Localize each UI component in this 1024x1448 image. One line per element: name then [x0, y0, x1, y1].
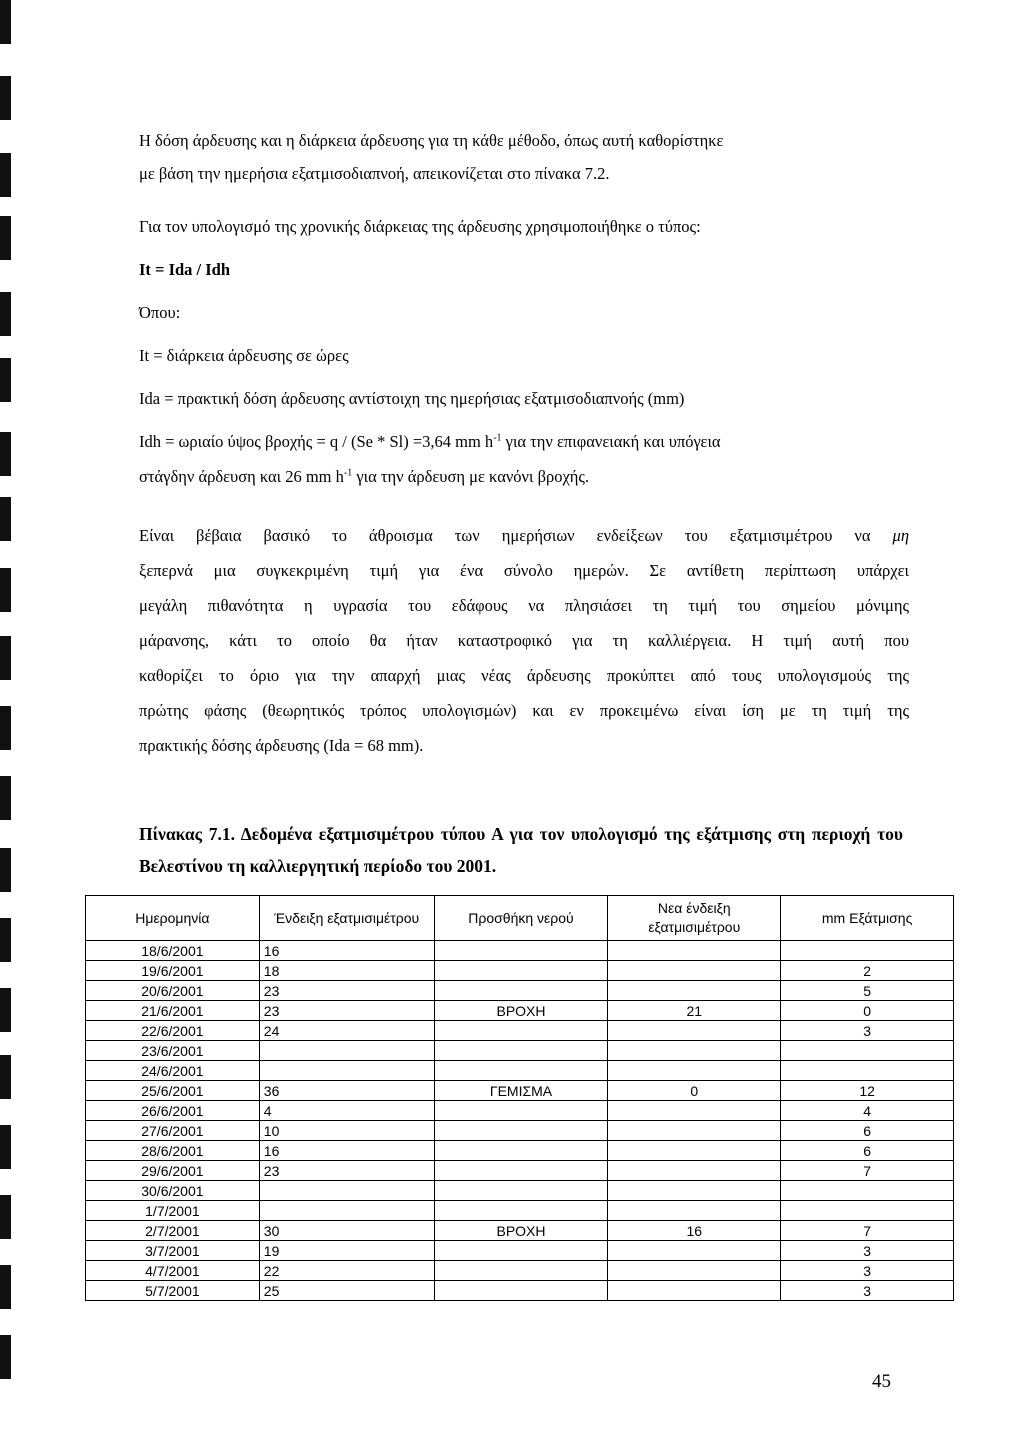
- table-cell: [608, 1201, 781, 1221]
- superscript: -1: [493, 432, 502, 444]
- body-text-intro: [139, 124, 909, 190]
- table-row: [86, 1001, 954, 1021]
- table-cell: 7: [781, 1161, 954, 1181]
- table-cell: [434, 1061, 608, 1081]
- table-cell: ΒΡΟΧΗ: [434, 1001, 608, 1021]
- table-cell: 3: [781, 1261, 954, 1281]
- table-row: [86, 981, 954, 1001]
- table-cell: 2/7/2001: [86, 1221, 260, 1241]
- table-cell: [608, 1101, 781, 1121]
- binding-mark: [0, 1125, 11, 1169]
- binding-mark: [0, 1265, 11, 1309]
- page-number: 45: [872, 1371, 891, 1392]
- table-cell: [434, 1261, 608, 1281]
- binding-mark: [0, 76, 11, 120]
- table-row: [86, 1061, 954, 1081]
- binding-mark: [0, 776, 11, 820]
- binding-mark: [0, 0, 11, 44]
- table-row: [86, 1241, 954, 1261]
- table-cell: 18/6/2001: [86, 941, 260, 961]
- paragraph-line: πρακτικής δόσης άρδευσης (Ida = 68 mm).: [139, 736, 424, 755]
- table-row: [86, 1261, 954, 1281]
- table-header-row: [86, 896, 954, 941]
- table-cell: [434, 1161, 608, 1181]
- table-cell: ΓΕΜΙΣΜΑ: [434, 1081, 608, 1101]
- table-cell: 0: [781, 1001, 954, 1021]
- table-cell: ΒΡΟΧΗ: [434, 1221, 608, 1241]
- table-cell: 4: [781, 1101, 954, 1121]
- table-row: [86, 1141, 954, 1161]
- table-row: [86, 1201, 954, 1221]
- table-body: [86, 941, 954, 1301]
- table-cell: [259, 1201, 434, 1221]
- definition-it: It = διάρκεια άρδευσης σε ώρες: [139, 346, 349, 365]
- definition-idh-continued: [139, 460, 909, 493]
- table-cell: 19: [259, 1241, 434, 1261]
- table-cell: [781, 1201, 954, 1221]
- paragraph-line: ξεπερνά μια συγκεκριμένη τιμή για ένα σύνολο ημερών. Σε αντίθετη περίπτωση υπάρχει: [139, 561, 909, 580]
- table-cell: 24: [259, 1021, 434, 1041]
- table-cell: [781, 1181, 954, 1201]
- table-cell: 22: [259, 1261, 434, 1281]
- binding-mark: [0, 706, 11, 750]
- table-cell: 29/6/2001: [86, 1161, 260, 1181]
- table-cell: 36: [259, 1081, 434, 1101]
- table-cell: 7: [781, 1221, 954, 1241]
- table-cell: 30: [259, 1221, 434, 1241]
- table-cell: [781, 941, 954, 961]
- table-cell: 12: [781, 1081, 954, 1101]
- table-cell: [608, 961, 781, 981]
- table-cell: [608, 1241, 781, 1261]
- binding-mark: [0, 153, 11, 197]
- table-cell: [434, 941, 608, 961]
- table-cell: 26/6/2001: [86, 1101, 260, 1121]
- table-cell: [781, 1041, 954, 1061]
- table-row: [86, 1161, 954, 1181]
- paragraph-line: με βάση την ημερήσια εξατμισοδιαπνοή, απεικονίζεται στο πίνακα 7.2.: [139, 164, 610, 183]
- binding-mark: [0, 1055, 11, 1099]
- binding-mark: [0, 636, 11, 680]
- table-cell: 3: [781, 1021, 954, 1041]
- table-cell: 4: [259, 1101, 434, 1121]
- table-cell: 28/6/2001: [86, 1141, 260, 1161]
- column-header: mm Εξάτμισης: [781, 896, 954, 941]
- body-text-formula-section: [139, 210, 909, 493]
- binding-mark: [0, 292, 11, 336]
- table-cell: 21: [608, 1001, 781, 1021]
- paragraph-line: καθορίζει το όριο για την απαρχή μιας νέας άρδευσης προκύπτει από τους υπολογισμούς της: [139, 666, 909, 685]
- column-header: Νεα ένδειξη εξατμισιμέτρου: [608, 896, 781, 941]
- column-header: Ημερομηνία: [86, 896, 260, 941]
- table-cell: 3: [781, 1241, 954, 1261]
- table-cell: [259, 1041, 434, 1061]
- column-header: Ένδειξη εξατμισιμέτρου: [259, 896, 434, 941]
- table-cell: [608, 1161, 781, 1181]
- definition-idh-part: για την επιφανειακή και υπόγεια: [501, 432, 721, 451]
- superscript: -1: [343, 467, 353, 479]
- table-cell: 16: [259, 941, 434, 961]
- binding-mark: [0, 988, 11, 1032]
- body-text-threshold: [139, 518, 909, 763]
- table-cell: [434, 1281, 608, 1301]
- table-cell: [608, 981, 781, 1001]
- table-cell: 6: [781, 1141, 954, 1161]
- table-cell: [434, 961, 608, 981]
- table-cell: [608, 941, 781, 961]
- table-cell: 3: [781, 1281, 954, 1301]
- table-row: [86, 941, 954, 961]
- table-cell: 6: [781, 1121, 954, 1141]
- definition-idh-part: για την άρδευση με κανόνι βροχής.: [352, 467, 590, 486]
- definition-idh-part: στάγδην άρδευση και 26 mm h: [139, 467, 344, 486]
- table-cell: [434, 1181, 608, 1201]
- paragraph-line: [139, 518, 909, 553]
- table-row: [86, 1081, 954, 1101]
- table-cell: 18: [259, 961, 434, 981]
- table-row: [86, 1221, 954, 1241]
- table-cell: 23/6/2001: [86, 1041, 260, 1061]
- binding-mark: [0, 432, 11, 476]
- table-row: [86, 1021, 954, 1041]
- paragraph-line-part: Είναι βέβαια βασικό το άθροισμα των ημερήσιων ενδείξεων του εξατμισιμέτρου να: [139, 526, 893, 545]
- table-row: [86, 1041, 954, 1061]
- table-caption: Πίνακας 7.1. Δεδομένα εξατμισιμέτρου τύπου Α για τον υπολογισμό της εξάτμισης στη περιοχή του Βελεστίνου τη καλλιεργητική περίοδο του 2001.: [139, 824, 903, 876]
- table-cell: [608, 1061, 781, 1081]
- table-cell: [434, 1241, 608, 1261]
- table-cell: 5: [781, 981, 954, 1001]
- table-row: [86, 1101, 954, 1121]
- formula: It = Ida / Idh: [139, 260, 231, 279]
- paragraph-line: μεγάλη πιθανότητα η υγρασία του εδάφους να πλησιάσει τη τιμή του σημείου μόνιμης: [139, 596, 909, 615]
- table-cell: 27/6/2001: [86, 1121, 260, 1141]
- binding-mark: [0, 918, 11, 962]
- definition-idh: [139, 425, 909, 458]
- table-cell: 16: [608, 1221, 781, 1241]
- table-row: [86, 1121, 954, 1141]
- table-cell: [434, 1201, 608, 1221]
- table-cell: [608, 1281, 781, 1301]
- table-cell: 25/6/2001: [86, 1081, 260, 1101]
- table-cell: [434, 1141, 608, 1161]
- table-cell: 2: [781, 961, 954, 981]
- paragraph-formula-intro: Για τον υπολογισμό της χρονικής διάρκειας της άρδευσης χρησιμοποιήθηκε ο τύπος:: [139, 217, 701, 236]
- emphasis: μη: [892, 526, 909, 545]
- binding-mark: [0, 216, 11, 260]
- binding-mark: [0, 568, 11, 612]
- table-cell: 10: [259, 1121, 434, 1141]
- table-row: [86, 961, 954, 981]
- table-cell: 23: [259, 1161, 434, 1181]
- table-cell: [259, 1181, 434, 1201]
- table-cell: 5/7/2001: [86, 1281, 260, 1301]
- table-cell: [608, 1041, 781, 1061]
- binding-mark: [0, 497, 11, 541]
- table-cell: [259, 1061, 434, 1081]
- table-cell: 25: [259, 1281, 434, 1301]
- definition-ida: Ida = πρακτική δόση άρδευσης αντίστοιχη της ημερήσιας εξατμισοδιαπνοής (mm): [139, 389, 685, 408]
- table-cell: 20/6/2001: [86, 981, 260, 1001]
- table-cell: 21/6/2001: [86, 1001, 260, 1021]
- table-row: [86, 1181, 954, 1201]
- paragraph-line: πρώτης φάσης (θεωρητικός τρόπος υπολογισμών) και εν προκειμένω είναι ίση με τη τιμή της: [139, 701, 909, 720]
- evaporimeter-table: [85, 895, 954, 1301]
- table-cell: [434, 1041, 608, 1061]
- paragraph-line: μάρανσης, κάτι το οποίο θα ήταν καταστροφικό για τη καλλιέργεια. Η τιμή αυτή που: [139, 631, 909, 650]
- table-cell: [608, 1141, 781, 1161]
- paragraph-line: Η δόση άρδευσης και η διάρκεια άρδευσης για τη κάθε μέθοδο, όπως αυτή καθορίστηκε: [139, 131, 724, 150]
- table-cell: [434, 1101, 608, 1121]
- binding-mark: [0, 1195, 11, 1239]
- table-cell: 24/6/2001: [86, 1061, 260, 1081]
- where-label: Όπου:: [139, 303, 181, 322]
- table-cell: [608, 1121, 781, 1141]
- binding-mark: [0, 1335, 11, 1379]
- table-cell: [434, 981, 608, 1001]
- column-header: Προσθήκη νερού: [434, 896, 608, 941]
- table-cell: 19/6/2001: [86, 961, 260, 981]
- table-cell: 4/7/2001: [86, 1261, 260, 1281]
- table-cell: 22/6/2001: [86, 1021, 260, 1041]
- table-cell: [434, 1021, 608, 1041]
- table-cell: 3/7/2001: [86, 1241, 260, 1261]
- table-cell: [608, 1021, 781, 1041]
- table-cell: 30/6/2001: [86, 1181, 260, 1201]
- table-row: [86, 1281, 954, 1301]
- table-cell: 23: [259, 981, 434, 1001]
- binding-mark: [0, 358, 11, 402]
- table-cell: 0: [608, 1081, 781, 1101]
- table-cell: [781, 1061, 954, 1081]
- definition-idh-part: Idh = ωριαίο ύψος βροχής = q / (Se * Sl) =3,64 mm h: [139, 432, 494, 451]
- table-cell: 23: [259, 1001, 434, 1021]
- table-cell: [608, 1261, 781, 1281]
- table-cell: 1/7/2001: [86, 1201, 260, 1221]
- table-cell: [608, 1181, 781, 1201]
- table-cell: 16: [259, 1141, 434, 1161]
- binding-mark: [0, 848, 11, 892]
- table-cell: [434, 1121, 608, 1141]
